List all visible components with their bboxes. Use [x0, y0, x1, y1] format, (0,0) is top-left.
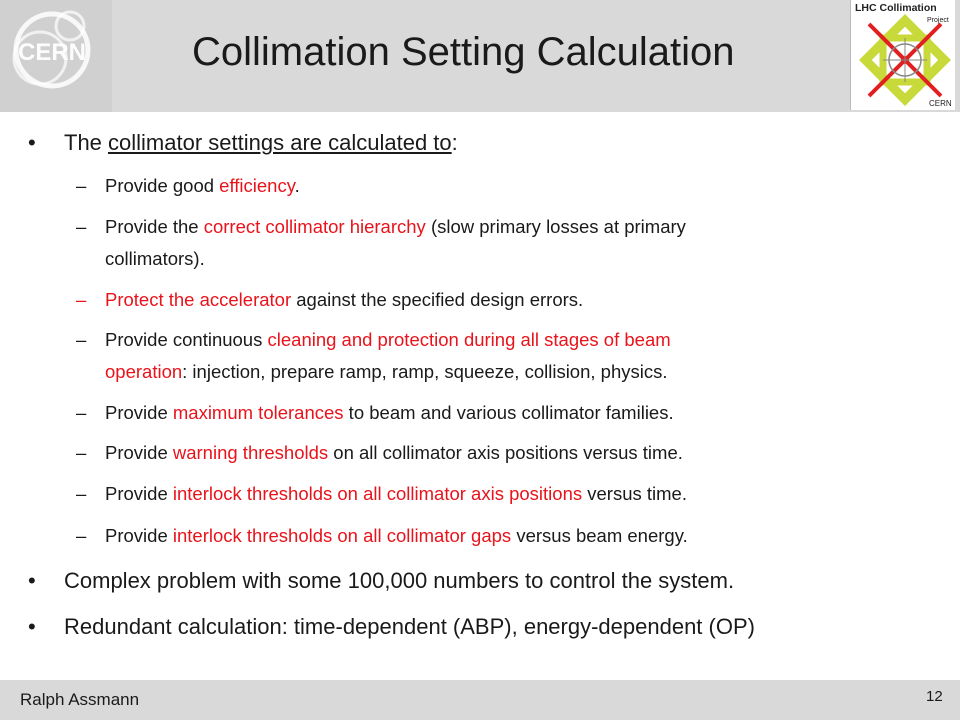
- logo-line2: Project: [927, 17, 949, 24]
- cern-logo: [0, 0, 112, 112]
- dash-marker: –: [76, 483, 87, 504]
- bullet-marker: •: [28, 568, 36, 593]
- slide-footer: [0, 680, 960, 720]
- logo-line3: CERN: [929, 99, 952, 108]
- logo-line1: LHC Collimation: [855, 2, 937, 14]
- sub-item: Provide continuous cleaning and protection during all stages of beam: [105, 329, 671, 350]
- footer-author: Ralph Assmann: [20, 690, 140, 709]
- sub-item: Provide the correct collimator hierarchy (slow primary losses at primary: [105, 216, 686, 237]
- intro-line: [64, 130, 458, 156]
- sub-item: Provide good efficiency.: [105, 175, 300, 196]
- dash-marker: –: [76, 402, 87, 423]
- sub-item: Provide interlock thresholds on all collimator gaps versus beam energy.: [105, 525, 688, 546]
- sub-item-continuation: operation: injection, prepare ramp, ramp, squeeze, collision, physics.: [105, 361, 668, 382]
- dash-marker: –: [76, 442, 87, 463]
- dash-marker: –: [76, 175, 87, 196]
- dash-marker: –: [76, 525, 87, 546]
- dash-marker: –: [76, 216, 87, 237]
- cern-logo-text: CERN: [17, 39, 87, 66]
- bullet-marker: •: [28, 614, 36, 639]
- sub-item: Provide maximum tolerances to beam and various collimator families.: [105, 402, 674, 423]
- sub-item: Provide warning thresholds on all collimator axis positions versus time.: [105, 442, 683, 463]
- bullet-item: Complex problem with some 100,000 numbers to control the system.: [64, 568, 735, 593]
- intro-prefix: The: [64, 130, 109, 155]
- page-number: 12: [926, 688, 943, 705]
- sub-item: Protect the accelerator against the specified design errors.: [105, 289, 584, 310]
- slide-title: Collimation Setting Calculation: [192, 30, 735, 74]
- sub-item-continuation: collimators).: [105, 248, 205, 269]
- bullet-marker: •: [28, 130, 36, 155]
- dash-marker: –: [76, 289, 87, 310]
- sub-item: Provide interlock thresholds on all collimator axis positions versus time.: [105, 483, 687, 504]
- intro-suffix: :: [451, 130, 458, 155]
- lhc-collimation-logo: [850, 0, 955, 110]
- dash-marker: –: [76, 329, 87, 350]
- intro-underlined: collimator settings are calculated to: [108, 130, 452, 155]
- bullet-item: Redundant calculation: time-dependent (ABP), energy-dependent (OP): [64, 614, 755, 639]
